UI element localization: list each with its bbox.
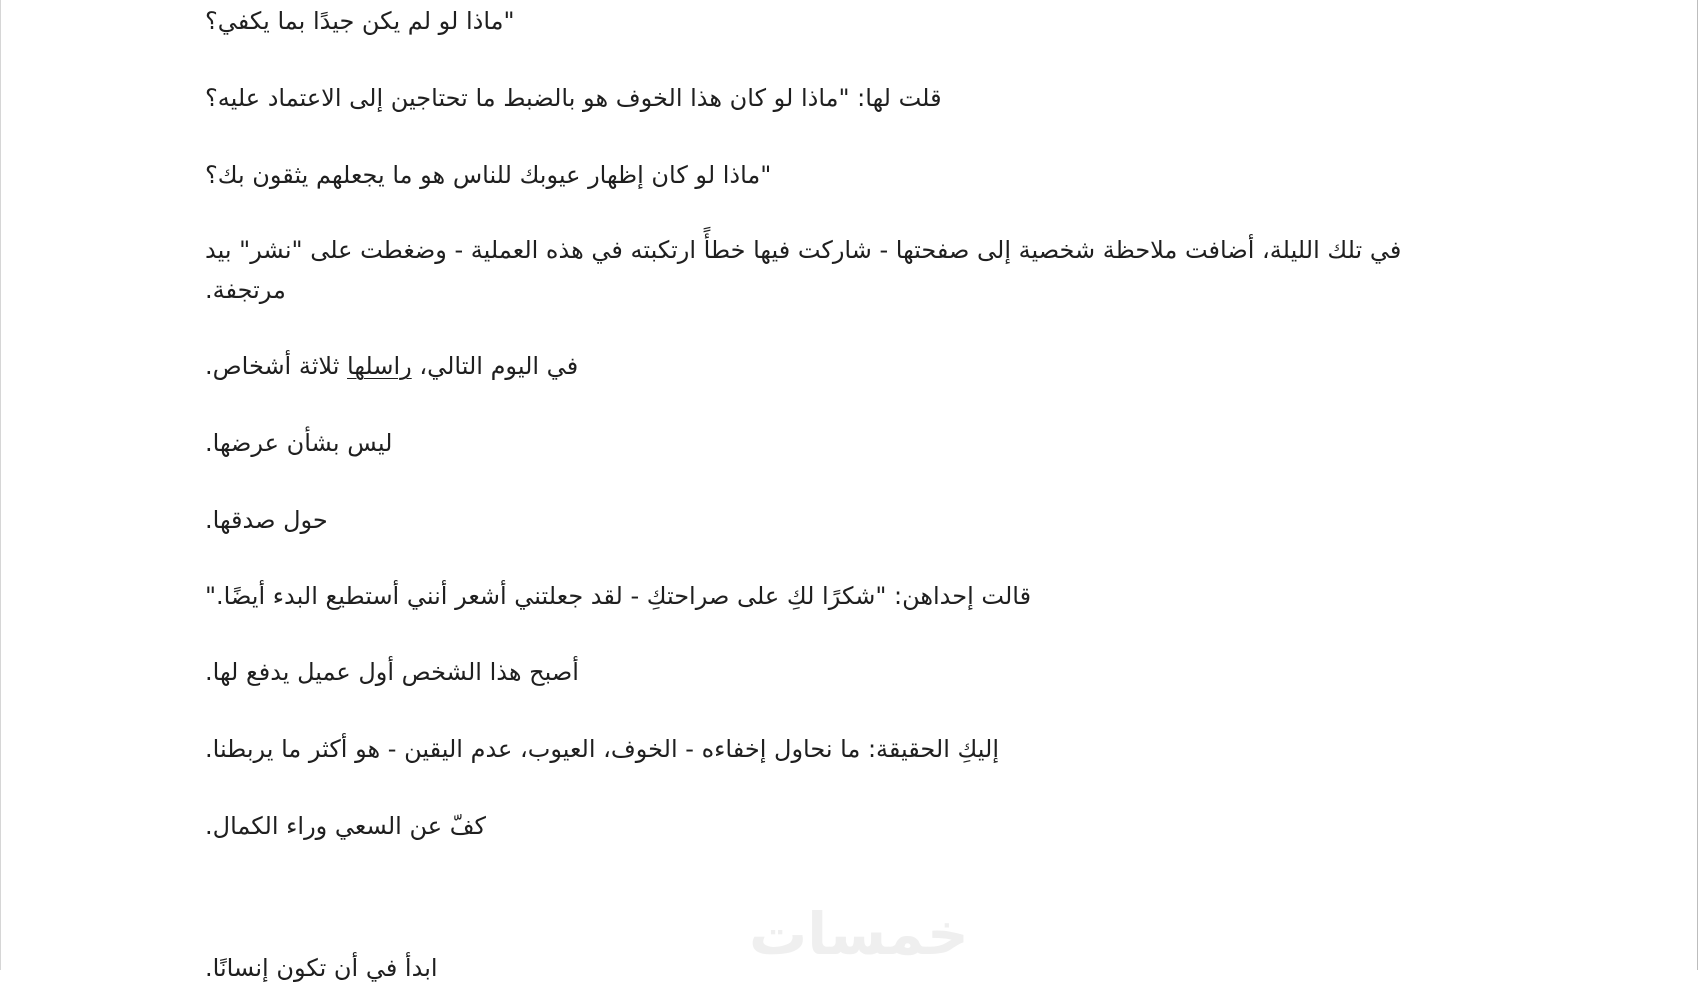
paragraph-6: ليس بشأن عرضها. bbox=[205, 429, 393, 457]
underlined-word: راسلها bbox=[347, 352, 412, 380]
paragraph-5-lead: في اليوم التالي، bbox=[411, 352, 579, 380]
paragraph-7: حول صدقها. bbox=[205, 506, 328, 534]
paragraph-10: إليكِ الحقيقة: ما نحاول إخفاءه - الخوف، العيوب، عدم اليقين - هو أكثر ما يربطنا. bbox=[205, 735, 999, 763]
paragraph-5 bbox=[205, 346, 1451, 387]
paragraph-1: "ماذا لو لم يكن جيدًا بما يكفي؟ bbox=[205, 7, 515, 35]
cut-off-paragraph: ابدأ في أن تكون إنسانًا. bbox=[205, 954, 438, 982]
paragraph-2: قلت لها: "ماذا لو كان هذا الخوف هو بالضبط ما تحتاجين إلى الاعتماد عليه؟ bbox=[205, 84, 942, 112]
paragraph-11: كفّ عن السعي وراء الكمال. bbox=[205, 812, 486, 840]
paragraph-3: "ماذا لو كان إظهار عيوبك للناس هو ما يجعلهم يثقون بك؟ bbox=[205, 161, 772, 189]
paragraph-8: قالت إحداهن: "شكرًا لكِ على صراحتكِ - لقد جعلتني أشعر أنني أستطيع البدء أيضًا." bbox=[205, 582, 1032, 610]
paragraph-4: في تلك الليلة، أضافت ملاحظة شخصية إلى صفحتها - شاركت فيها خطأً ارتكبته في هذه العملية - وضغطت على "نشر" بيد مرتجفة. bbox=[205, 236, 1402, 304]
watermark-logo: خمسات bbox=[749, 900, 969, 968]
paragraph-5-tail: ثلاثة أشخاص. bbox=[205, 352, 348, 380]
paragraph-9: أصبح هذا الشخص أول عميل يدفع لها. bbox=[205, 658, 579, 686]
